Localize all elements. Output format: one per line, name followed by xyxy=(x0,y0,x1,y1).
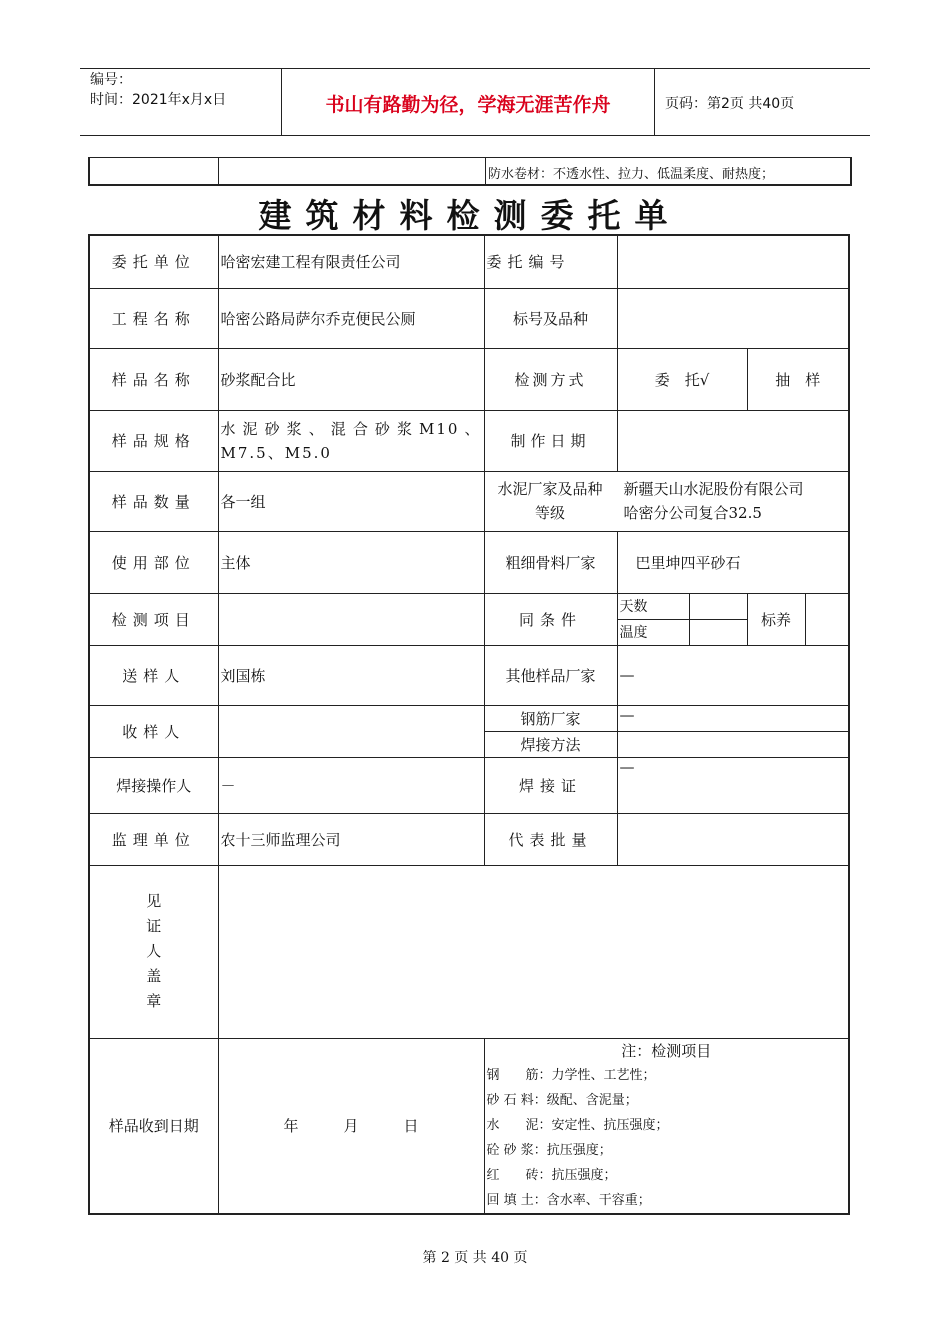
witness-char-5: 章 xyxy=(146,992,162,1010)
witness-char-1: 见 xyxy=(146,892,162,910)
form-title: 建筑材料检测委托单 xyxy=(258,196,682,235)
commission-no-label: 委托编号 xyxy=(484,235,617,288)
client-label: 委托单位 xyxy=(89,235,218,288)
usage-label: 使用部位 xyxy=(89,531,218,593)
commission-no-value xyxy=(617,235,849,288)
notes-line-5: 红 砖：抗压强度； xyxy=(486,1167,617,1183)
doc-code-label: 编号： xyxy=(90,72,132,88)
notes-line-4: 砼 砂 浆：抗压强度； xyxy=(486,1142,612,1158)
cement-value-line1: 新疆天山水泥股份有限公司 xyxy=(623,480,804,498)
received-date-label: 样品收到日期 xyxy=(89,1038,218,1214)
temp-label: 温度 xyxy=(617,619,689,645)
witness-char-3: 人 xyxy=(146,942,162,960)
welder-label: 焊接操作人 xyxy=(89,757,218,813)
notes-title: 注：检测项目 xyxy=(621,1041,712,1060)
sample-name-label: 样品名称 xyxy=(89,348,218,410)
fragment-text: 防水卷材：不透水性、拉力、低温柔度、耐热度； xyxy=(488,167,775,182)
cement-cell xyxy=(484,471,849,531)
standard-curing-value xyxy=(805,593,849,645)
aggregate-value: 巴里坤四平砂石 xyxy=(617,531,849,593)
notes-line-2: 砂 石 料：级配、含泥量； xyxy=(486,1092,638,1108)
quantity-label: 样品数量 xyxy=(89,471,218,531)
weld-method-value xyxy=(617,731,849,757)
notes-line-1: 钢 筋：力学性、工艺性； xyxy=(486,1067,656,1083)
other-maker-value: — xyxy=(617,645,849,705)
cement-value xyxy=(616,477,849,525)
header-divider-right xyxy=(654,68,655,136)
weld-cert-value: — xyxy=(617,757,849,813)
method-sampling: 抽 样 xyxy=(747,348,849,410)
cement-label-line1: 水泥厂家及品种 xyxy=(497,480,603,498)
doc-time-label: 时间：2021年x月x日 xyxy=(90,92,227,108)
fragment-divider-2 xyxy=(485,158,486,184)
aggregate-label: 粗细骨料厂家 xyxy=(484,531,617,593)
notes-line-6: 回 填 土：含水率、干容重； xyxy=(486,1192,651,1208)
weld-method-label: 焊接方法 xyxy=(484,731,617,757)
make-date-label: 制作日期 xyxy=(484,410,617,471)
notes-cell xyxy=(484,1038,849,1214)
header-motto: 书山有路勤为径，学海无涯苦作舟 xyxy=(325,94,611,116)
project-label: 工程名称 xyxy=(89,288,218,348)
batch-value xyxy=(617,813,849,865)
batch-label: 代表批量 xyxy=(484,813,617,865)
spec-value: 水泥砂浆、混合砂浆M10、M7.5、M5.0 xyxy=(218,410,484,471)
receiver-label: 收样人 xyxy=(89,705,218,757)
cement-value-line2: 哈密分公司复合32.5 xyxy=(623,504,762,522)
sender-label: 送样人 xyxy=(89,645,218,705)
temp-value xyxy=(689,619,747,645)
header-bottom-rule xyxy=(80,135,870,136)
header-divider-left xyxy=(281,68,282,136)
same-condition-label: 同条件 xyxy=(484,593,617,645)
bid-value xyxy=(617,288,849,348)
supervisor-value: 农十三师监理公司 xyxy=(218,813,484,865)
sample-name-value: 砂浆配合比 xyxy=(218,348,484,410)
usage-value: 主体 xyxy=(218,531,484,593)
days-value xyxy=(689,593,747,619)
weld-cert-label: 焊接证 xyxy=(484,757,617,813)
spec-label: 样品规格 xyxy=(89,410,218,471)
method-entrust: 委 托√ xyxy=(617,348,747,410)
cement-label xyxy=(485,477,616,525)
make-date-value xyxy=(617,410,849,471)
receiver-value xyxy=(218,705,484,757)
other-maker-label: 其他样品厂家 xyxy=(484,645,617,705)
witness-stamp-area xyxy=(218,865,849,1038)
rebar-label: 钢筋厂家 xyxy=(484,705,617,731)
test-items-value xyxy=(218,593,484,645)
test-items-label: 检测项目 xyxy=(89,593,218,645)
project-value: 哈密公路局萨尔乔克便民公厕 xyxy=(218,288,484,348)
days-label: 天数 xyxy=(617,593,689,619)
client-value: 哈密宏建工程有限责任公司 xyxy=(218,235,484,288)
page-footer: 第 2 页 共 40 页 xyxy=(422,1250,528,1266)
supervisor-label: 监理单位 xyxy=(89,813,218,865)
method-label: 检测方式 xyxy=(484,348,617,410)
header-meta xyxy=(90,70,226,110)
notes-line-3: 水 泥：安定性、抗压强度； xyxy=(486,1117,669,1133)
witness-char-2: 证 xyxy=(146,917,162,935)
witness-char-4: 盖 xyxy=(146,967,162,985)
rebar-value: — xyxy=(617,705,849,731)
sender-value: 刘国栋 xyxy=(218,645,484,705)
cement-label-line2: 等级 xyxy=(534,504,565,522)
commission-form-table xyxy=(88,234,850,1215)
welder-value: － xyxy=(218,757,484,813)
witness-label xyxy=(89,865,218,1038)
received-date-value: 年 月 日 xyxy=(218,1038,484,1214)
bid-label: 标号及品种 xyxy=(484,288,617,348)
quantity-value: 各一组 xyxy=(218,471,484,531)
standard-curing-label: 标养 xyxy=(747,593,805,645)
header-page-info: 页码：第2页 共40页 xyxy=(665,96,795,112)
fragment-divider-1 xyxy=(218,158,219,184)
header-top-rule xyxy=(80,68,870,69)
previous-table-fragment xyxy=(88,157,852,186)
